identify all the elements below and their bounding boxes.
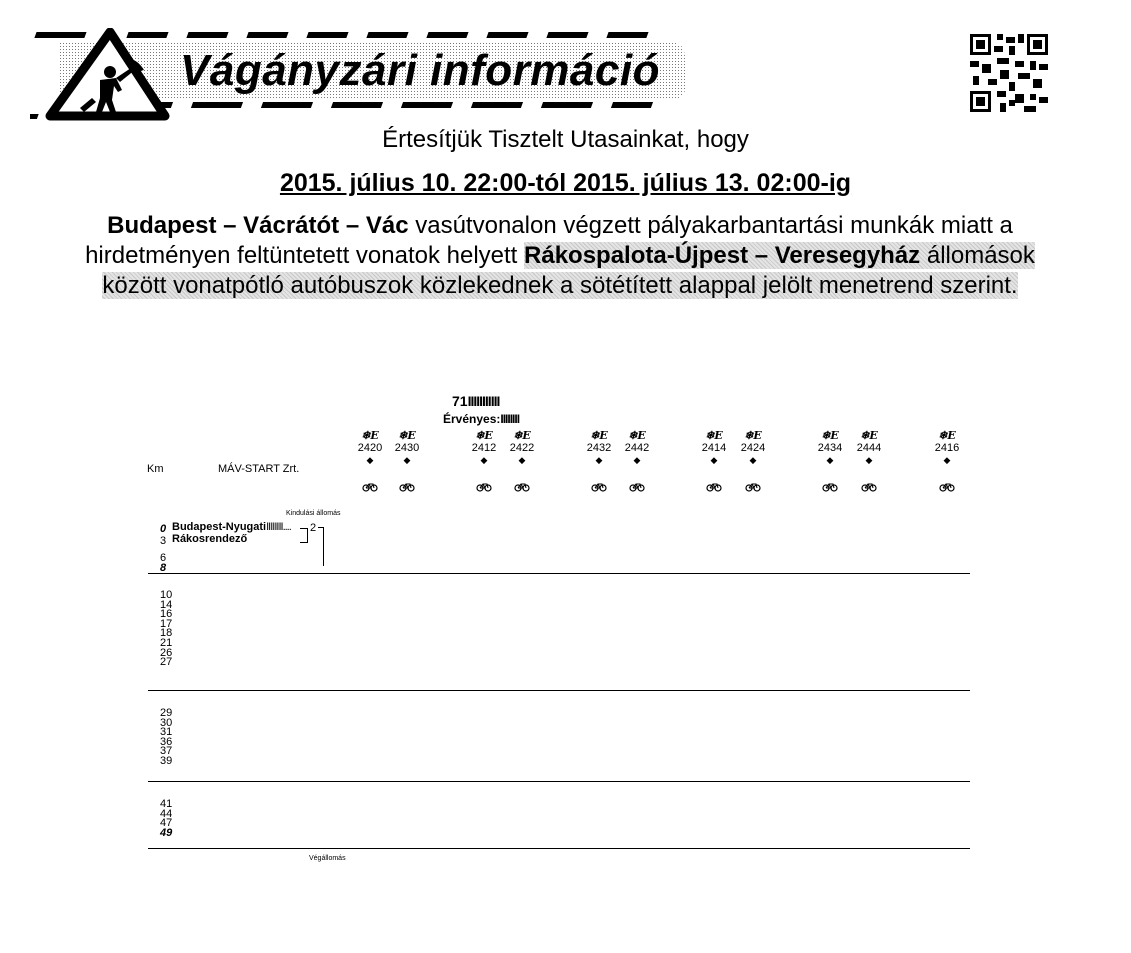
bracket-mark	[300, 528, 308, 543]
km-value: 18	[160, 627, 173, 640]
train-column-header	[852, 430, 886, 466]
bike-icon	[852, 482, 886, 495]
diamond-icon: ◆	[749, 455, 757, 465]
bike-icon	[813, 482, 847, 495]
km-value: 21	[160, 637, 173, 649]
bike-icon	[390, 482, 424, 495]
train-number: 2414	[701, 442, 727, 454]
km-value: 14	[160, 598, 173, 611]
train-column-header	[353, 430, 387, 466]
km-header: Km	[147, 463, 164, 475]
qr-code-icon	[970, 34, 1048, 112]
train-number: 2422	[509, 442, 535, 454]
snowflake-e-icon: ❄E	[361, 429, 379, 442]
km-value: 30	[160, 716, 173, 729]
section-divider	[148, 690, 970, 691]
km-value: 39	[160, 755, 173, 767]
train-column-header	[620, 430, 654, 466]
train-number: 2434	[817, 442, 843, 454]
km-value: 31	[160, 726, 173, 739]
page-title: Vágányzári információ	[180, 46, 660, 95]
km-value: 8	[160, 561, 167, 574]
train-number: 2412	[471, 442, 497, 454]
train-column-header	[582, 430, 616, 466]
train-number: 2432	[586, 442, 612, 454]
bike-icon	[620, 482, 654, 495]
train-number: 2444	[856, 442, 882, 454]
diamond-icon: ◆	[403, 455, 411, 465]
train-column-header	[697, 430, 731, 466]
bike-icon	[467, 482, 501, 495]
diamond-icon: ◆	[518, 455, 526, 465]
train-column-header	[736, 430, 770, 466]
valid-label: Érvényes:IIIIIIII	[443, 412, 520, 426]
snowflake-e-icon: ❄E	[628, 429, 646, 442]
km-value: 37	[160, 745, 173, 758]
bike-icon	[930, 482, 964, 495]
km-value: 47	[160, 817, 173, 830]
bike-icon	[505, 482, 539, 495]
km-value: 27	[160, 656, 173, 669]
section-divider	[148, 781, 970, 782]
intro-line: Értesítjük Tisztelt Utasainkat, hogy	[382, 126, 749, 153]
km-value: 3	[160, 535, 167, 547]
section-divider	[148, 573, 970, 574]
km-value: 36	[160, 735, 173, 748]
snowflake-e-icon: ❄E	[398, 429, 416, 442]
train-column-header	[813, 430, 847, 466]
diamond-icon: ◆	[943, 455, 951, 465]
bike-icon	[697, 482, 731, 495]
train-number: 2442	[624, 442, 650, 454]
bike-icon	[736, 482, 770, 495]
train-column-header	[390, 430, 424, 466]
closure-period: 2015. július 10. 22:00-tól 2015. július 13. 02:00-ig	[279, 169, 852, 197]
train-number: 2430	[394, 442, 420, 454]
km-value: 10	[160, 589, 173, 601]
km-value: 6	[160, 552, 167, 564]
km-value: 0	[160, 523, 167, 535]
train-column-header	[467, 430, 501, 466]
km-value: 17	[160, 617, 173, 630]
company-name: MÁV-START Zrt.	[218, 463, 300, 475]
diamond-icon: ◆	[633, 455, 641, 465]
notice-route: Budapest – Vácrátót – Vác	[107, 212, 409, 239]
snowflake-e-icon: ❄E	[744, 429, 762, 442]
notice-text-1: vasútvonalon végzett pályakarbantartási munkák miatt a hirdetményen feltüntetett vonatok helyett	[85, 212, 1013, 269]
bike-icon	[353, 482, 387, 495]
snowflake-e-icon: ❄E	[590, 429, 608, 442]
bike-icon	[582, 482, 616, 495]
km-value: 49	[160, 826, 173, 839]
station-name: Budapest-NyugatiIIIIIIII....	[172, 521, 291, 533]
diamond-icon: ◆	[480, 455, 488, 465]
snowflake-e-icon: ❄E	[821, 429, 839, 442]
km-value: 44	[160, 807, 173, 820]
diamond-icon: ◆	[366, 455, 374, 465]
header-banner	[30, 28, 690, 126]
train-number: 2424	[740, 442, 766, 454]
bracket-note: 2	[310, 522, 317, 534]
snowflake-e-icon: ❄E	[705, 429, 723, 442]
snowflake-e-icon: ❄E	[475, 429, 493, 442]
departure-label: Kindulási állomás	[286, 510, 341, 517]
train-number: 2420	[357, 442, 383, 454]
km-value: 26	[160, 646, 173, 659]
km-value: 41	[160, 798, 173, 810]
bracket-mark	[300, 528, 307, 529]
km-value: 29	[160, 707, 173, 719]
km-value: 16	[160, 608, 173, 621]
diamond-icon: ◆	[826, 455, 834, 465]
train-number: 2416	[934, 442, 960, 454]
diamond-icon: ◆	[595, 455, 603, 465]
section-divider	[148, 848, 970, 849]
terminus-label: Végállomás	[309, 855, 346, 862]
line-number: 71IIIIIIIIIII	[452, 393, 500, 409]
diamond-icon: ◆	[710, 455, 718, 465]
snowflake-e-icon: ❄E	[860, 429, 878, 442]
notice-text-2: állomások között vonatpótló autóbuszok közlekednek a sötétített alappal jelölt menetrend szerint.	[102, 242, 1035, 299]
train-column-header	[930, 430, 964, 466]
notice-paragraph	[60, 211, 1060, 301]
snowflake-e-icon: ❄E	[938, 429, 956, 442]
bracket-mark	[318, 527, 324, 566]
station-name: Rákosrendező	[172, 533, 248, 545]
train-column-header	[505, 430, 539, 466]
diamond-icon: ◆	[865, 455, 873, 465]
notice-section: Rákospalota-Újpest – Veresegyház	[524, 242, 921, 269]
snowflake-e-icon: ❄E	[513, 429, 531, 442]
